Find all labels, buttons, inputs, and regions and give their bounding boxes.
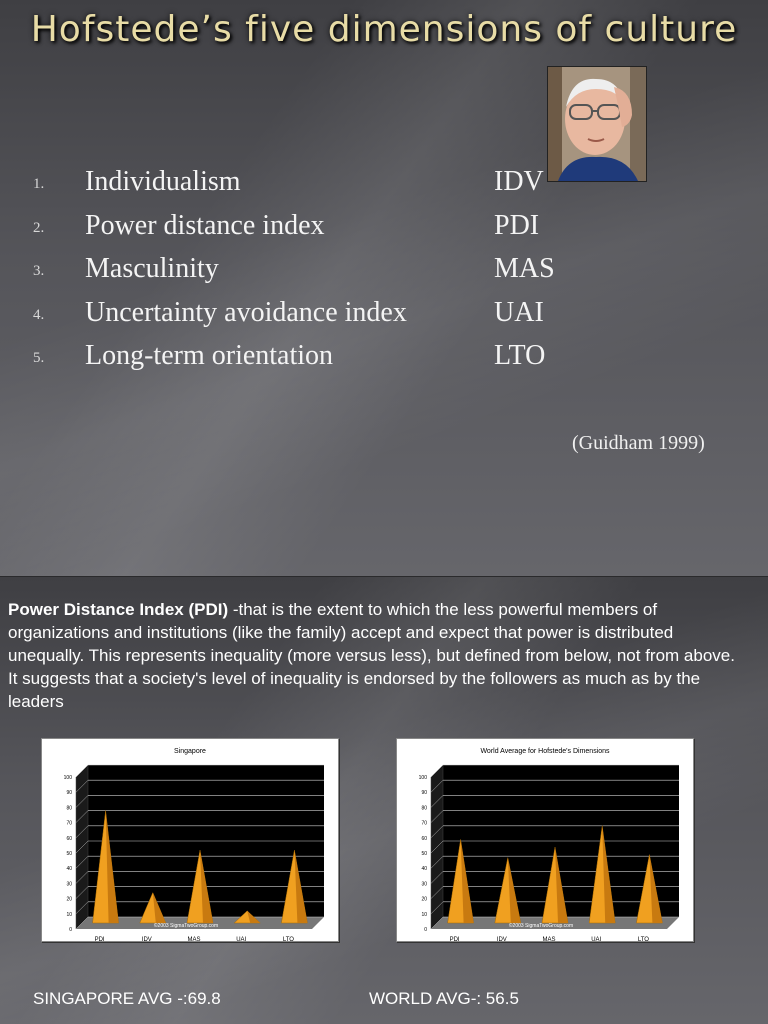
x-tick-label: LTO [282,937,294,941]
citation: (Guidham 1999) [572,432,705,454]
dimension-number: 5. [33,350,45,366]
dimension-number: 1. [33,176,45,192]
x-tick-label: UAI [236,937,247,941]
world-average: WORLD AVG-: 56.5 [369,989,519,1008]
y-tick-label: 10 [421,911,427,918]
x-tick-label: IDV [496,937,507,941]
world-average-chart-svg [397,739,693,941]
y-tick-label: 20 [66,896,72,903]
dimension-abbreviation: PDI [494,210,540,241]
y-tick-label: 70 [66,820,72,827]
singapore-chart-svg [42,739,338,941]
dimension-item [0,162,768,206]
x-tick-label: PDI [94,937,105,941]
dimension-item [0,249,768,293]
dimension-abbreviation: MAS [494,253,555,284]
dimension-abbreviation: UAI [494,297,544,328]
singapore-average: SINGAPORE AVG -:69.8 [33,989,221,1008]
y-tick-label: 100 [418,775,427,781]
dimension-name: Uncertainty avoidance index [85,297,407,328]
y-tick-label: 60 [421,835,427,842]
x-tick-label: MAS [542,937,556,941]
chart-watermark: ©2003 SigmaTwoGroup.com [508,923,574,929]
y-tick-label: 80 [421,805,427,812]
world-average-chart [396,738,694,942]
y-tick-label: 50 [421,851,427,857]
x-tick-label: LTO [637,937,649,941]
dimension-number: 2. [33,220,45,236]
y-tick-label: 40 [66,866,72,873]
dimension-item [0,206,768,250]
chart-title: World Average for Hofstede's Dimensions [480,748,610,755]
dimension-name: Power distance index [85,210,325,241]
pdi-term: Power Distance Index (PDI) [8,600,229,619]
dimension-name: Long-term orientation [85,340,334,371]
x-tick-label: IDV [141,937,152,941]
dimension-number: 4. [33,307,45,323]
y-tick-label: 80 [66,805,72,812]
x-tick-label: PDI [449,937,460,941]
dimension-abbreviation: LTO [494,340,546,371]
dimension-item [0,293,768,337]
y-tick-label: 50 [66,851,72,857]
chart-title: Singapore [174,748,206,755]
y-tick-label: 70 [421,820,427,827]
y-tick-label: 30 [421,881,427,888]
y-tick-label: 0 [69,927,72,933]
dimension-name: Individualism [85,166,241,197]
dimension-name: Masculinity [85,253,219,284]
x-tick-label: MAS [187,937,201,941]
pdi-definition: -that is the extent to which the less powerful members of organizations and institutions (like the family) accept and expect that power is distributed unequally. This represents inequality (more versus less), but defined from below, not from above. It suggests that a society's level of inequality is endorsed by the followers as much as by the leaders [8,600,735,711]
chart-watermark: ©2003 SigmaTwoGroup.com [153,923,219,929]
dimension-abbreviation: IDV [494,166,544,197]
y-tick-label: 30 [66,881,72,888]
y-tick-label: 0 [424,927,427,933]
y-tick-label: 90 [66,790,72,797]
singapore-chart [41,738,339,942]
dimension-item [0,336,768,380]
x-tick-label: UAI [591,937,602,941]
slide-title: Hofstede’s five dimensions of culture [30,9,738,50]
dimension-number: 3. [33,263,45,279]
pdi-definition-paragraph [8,598,748,713]
y-tick-label: 40 [421,866,427,873]
y-tick-label: 10 [66,911,72,918]
slide-power-distance [0,577,768,1024]
y-tick-label: 60 [66,835,72,842]
y-tick-label: 100 [63,775,72,781]
y-tick-label: 20 [421,896,427,903]
y-tick-label: 90 [421,790,427,797]
